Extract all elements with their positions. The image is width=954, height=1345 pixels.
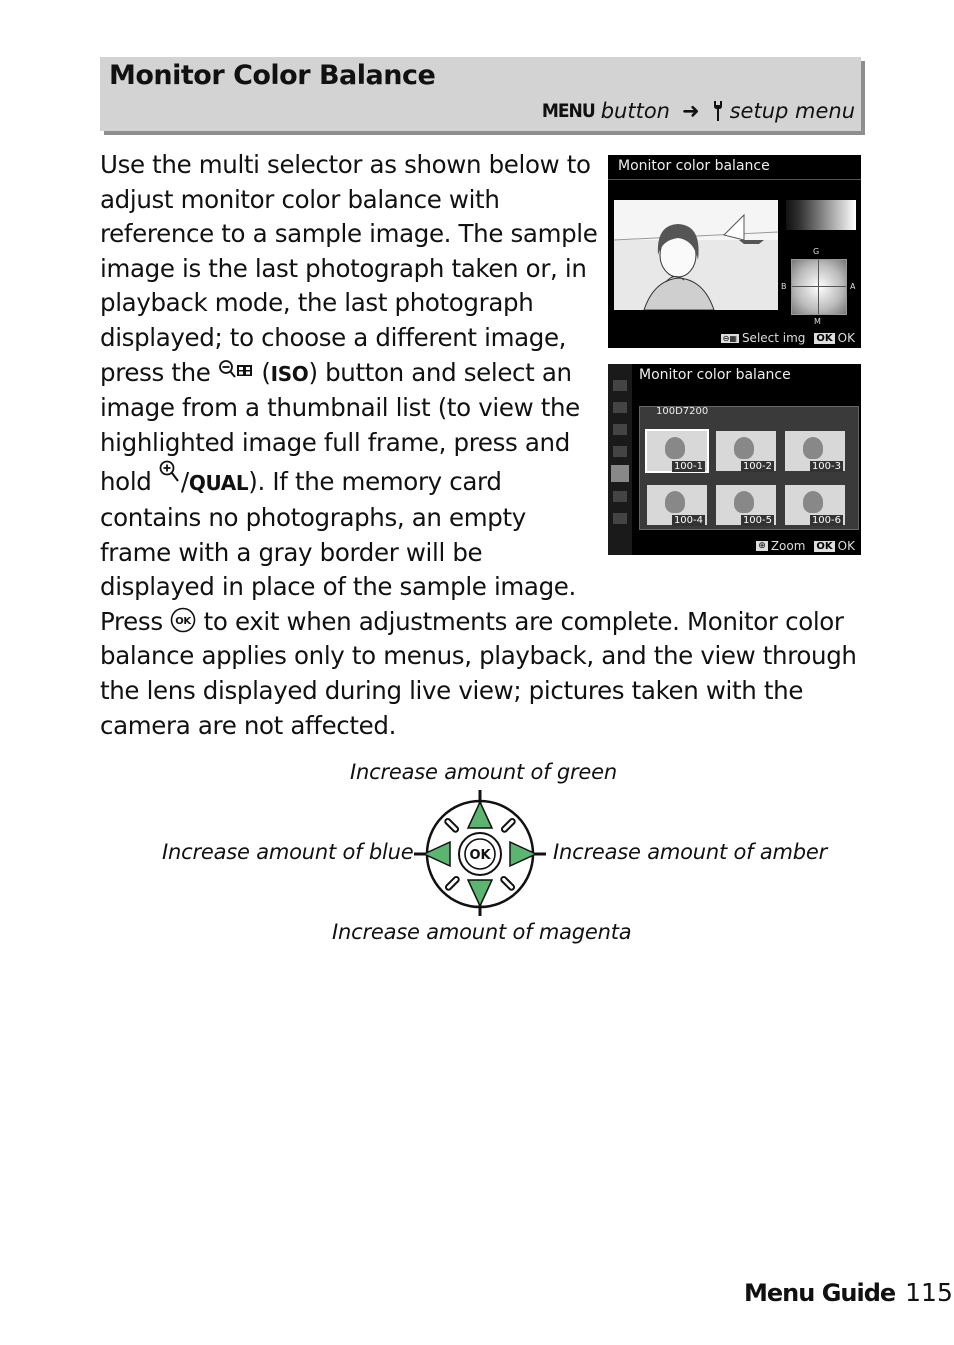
thumbnail-image [734,437,754,459]
axis-label-a: A [850,282,856,291]
screenshot-color-balance [608,155,861,348]
arrow-icon: ➜ [681,99,700,123]
thumbnail-image [803,437,823,459]
text-fragment: ( [253,357,271,387]
text-line: reference to a sample image. The sample [100,219,598,249]
zoom-hint: Zoom [770,539,806,553]
thumbnail-label: 100-5 [742,515,772,526]
thumbnail-label: 100-4 [673,515,703,526]
path-button-text: button [600,99,670,123]
screen-title: Monitor color balance [639,367,791,383]
text-line: Use the multi selector as shown below to [100,150,591,179]
text-fragment: to exit when adjustments are complete. Monitor color [196,606,844,636]
title-divider [608,179,861,180]
thumbnail-label: 100-6 [811,515,841,526]
camera-tab-icon [613,402,627,413]
menu-path [542,99,855,123]
text-line: displayed; to choose a different image, [100,322,567,352]
text-line: balance applies only to menus, playback, and the view through [100,641,857,671]
text-line: image from a thumbnail list (to view the [100,393,580,423]
zoom-key-icon: ⊕ [758,541,766,551]
label-left-blue: Increase amount of blue [162,840,414,864]
setup-tab-icon [611,465,629,482]
page-title: Monitor Color Balance [109,60,436,91]
screen-footer [756,539,855,553]
playback-tab-icon [613,380,627,391]
page-number: 115 [905,1278,953,1307]
screenshot-thumbnail-list [608,364,861,555]
select-image-hint: Select img [741,331,806,345]
gray-scale-bar [786,200,856,230]
screen-title: Monitor color balance [618,158,770,174]
label-up-green: Increase amount of green [350,760,617,784]
thumbnail-label: 100-2 [742,461,772,472]
text-line: image is the last photograph taken or, in [100,253,587,283]
text-fragment: ). If the memory card [248,467,502,497]
tab-column [608,364,632,555]
qual-key: QUAL [188,471,249,496]
thumbnail[interactable] [785,431,845,471]
text-line: displayed in place of the sample image. [100,572,576,602]
page-footer [744,1278,953,1307]
thumbnail[interactable] [716,485,776,525]
text-line: camera are not affected. [100,710,397,740]
folder-label: 100D7200 [656,406,709,417]
text-line: contains no photographs, an empty [100,502,526,532]
text-line: the lens displayed during live view; pictures taken with the [100,675,804,705]
thumbnail-label: 100-3 [811,461,841,472]
text-fragment: ) button and select an [308,357,572,387]
color-grid [791,259,847,315]
zoom-in-icon [159,460,181,484]
thumbnail-image [803,491,823,513]
multi-selector-diagram [410,788,550,918]
custom-tab-icon [613,446,627,457]
ok-button-icon [170,607,196,633]
thumbnail[interactable] [647,431,707,471]
axis-label-g: G [813,247,820,256]
text-fragment: press the [100,357,218,387]
text-line: highlighted image full frame, press and [100,427,570,457]
text-line: frame with a gray border will be [100,537,483,567]
zoom-out-thumbnail-icon [218,360,254,382]
menu-key: MENU [541,100,595,122]
svg-text:OK: OK [175,615,191,627]
text-fragment: hold [100,467,159,497]
thumbnail[interactable] [785,485,845,525]
ok-hint: OK [837,539,855,553]
text-line [100,605,857,640]
recent-tab-icon [613,513,627,524]
movie-tab-icon [613,424,627,435]
text-fragment: / [180,467,189,497]
ok-hint: OK [837,331,855,345]
label-down-magenta: Increase amount of magenta [332,920,632,944]
sample-image [614,200,778,310]
section-header [100,57,861,131]
ok-center-label: OK [469,848,491,863]
retouch-tab-icon [613,491,627,502]
thumbnail-image [734,491,754,513]
section-name: Menu Guide [744,1279,896,1307]
path-menu-text: setup menu [729,99,855,123]
wrench-icon [712,100,724,122]
thumbnail-key-icon: ⊖▦ [722,333,737,343]
iso-key: ISO [270,361,309,386]
thumbnail-image [665,491,685,513]
thumbnail-label: 100-1 [673,461,703,472]
thumbnail[interactable] [716,431,776,471]
axis-label-m: M [814,317,821,326]
text-line: playback mode, the last photograph [100,288,534,318]
ok-key-badge: OK [816,540,833,552]
label-right-amber: Increase amount of amber [553,840,828,864]
thumbnail-image [665,437,685,459]
thumbnail[interactable] [647,485,707,525]
text-line: adjust monitor color balance with [100,184,500,214]
axis-label-b: B [781,282,787,291]
text-fragment: Press [100,606,171,636]
screen-footer [721,331,855,345]
ok-key-badge: OK [816,332,833,344]
